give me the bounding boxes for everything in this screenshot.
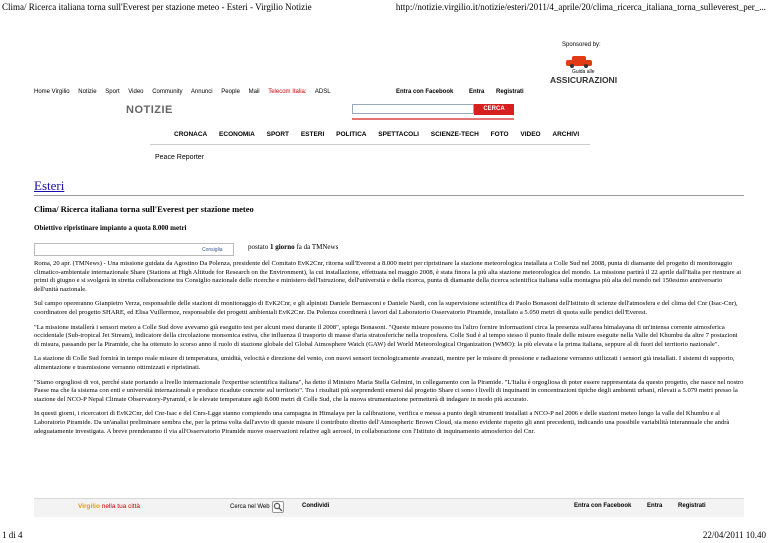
bottom-login[interactable]: Entra xyxy=(647,503,663,509)
share-widget xyxy=(34,243,234,256)
promo-text: ADSL xyxy=(314,89,331,95)
cat-scienze-tech[interactable]: SCIENZE-TECH xyxy=(430,131,479,138)
facebook-login-link[interactable]: Entra con Facebook xyxy=(396,89,454,95)
cat-esteri[interactable]: ESTERI xyxy=(300,131,325,138)
bottom-account-links xyxy=(574,503,706,509)
cat-archivi[interactable]: ARCHIVI xyxy=(552,131,580,138)
cat-economia[interactable]: ECONOMIA xyxy=(219,131,255,138)
cat-spettacoli[interactable]: SPETTACOLI xyxy=(378,131,419,138)
search-input[interactable] xyxy=(352,104,474,114)
nav-mail[interactable]: Mail xyxy=(248,89,260,95)
cat-foto[interactable]: FOTO xyxy=(490,131,509,138)
top-nav xyxy=(34,89,338,95)
section-divider xyxy=(34,195,744,196)
posted-prefix: postato xyxy=(248,243,269,251)
nav-annunci[interactable]: Annunci xyxy=(190,89,213,95)
sponsor-logo[interactable] xyxy=(550,56,618,86)
nav-divider xyxy=(150,144,590,145)
search-underline xyxy=(352,118,514,120)
web-search-label: Cerca nel Web xyxy=(230,504,270,510)
promo-link[interactable] xyxy=(268,89,337,95)
article-paragraph: La stazione di Colle Sud fornirà in tempo reale misure di temperatura, umidità, velocità e direzione del vento, con nuovi sensori tecnologicamente avanzati, mentre per le misure di pressione e radiazione verranno utilizzati i sensori già installati. I sistemi di supporto, alimentazione e trasmissione verranno ottimizzati e ripristinati. xyxy=(34,355,735,371)
nav-home-virgilio[interactable]: Home Virgilio xyxy=(34,89,70,95)
subnav-peace-reporter[interactable]: Peace Reporter xyxy=(155,154,205,161)
cat-sport[interactable]: SPORT xyxy=(266,131,290,138)
print-page-number: 1 di 4 xyxy=(2,530,23,540)
print-header-title: Clima/ Ricerca italiana torna sull'Everest per stazione meteo - Esteri - Virgilio Notizie xyxy=(2,2,312,12)
cat-video[interactable]: VIDEO xyxy=(520,131,541,138)
category-nav xyxy=(174,131,589,138)
nav-notizie[interactable]: Notizie xyxy=(78,89,97,95)
search-icon[interactable] xyxy=(272,501,284,513)
article-paragraph: In questi giorni, i ricercatori di EvK2Cnr, del Cnr-Isac e del Cnrs-Lgge stanno compiendo una campagna in Himalaya per la calibrazione, verifica e messa a punto degli strumenti installati a NCO-P nel 2006 e delle stazioni meteo lungo la valle del Khumbu e al Laboratorio Piramide. Da un'analisi preliminare sembra che, per la prima volta dall'avvio di queste misure il contributo diretto dell'Atmospheric Brown Cloud, sia meno evidente rispetto gli anni precedenti, indicando una possibile variabilità interannuale che andrà adeguatamente investigata. A breve prenderanno il via all'Osservatorio Piramide nuove osservazioni relative agli aerosol, in collaborazione con l'Istituto di inquinamento atmosferico del Cnr. xyxy=(34,410,730,435)
cat-politica[interactable]: POLITICA xyxy=(336,131,367,138)
posted-time: 1 giorno xyxy=(269,243,295,251)
notizie-logo[interactable]: NOTIZIE xyxy=(126,104,173,116)
posted-source: fa da TMNews xyxy=(296,243,339,251)
virgilio-tagline: nella tua città xyxy=(101,503,141,510)
article-paragraph: "Siamo orgogliosi di voi, perché state portando a livello internazionale l'expertise scientifica italiana", ha detto il Ministro Maria Stella Gelmini, in collegamento con la Piramide. "L'Italia è orgogliosa di poter essere rappresentata da questo progetto, che nasce nel nostro Paese ma che fa sistema con enti e università internazionali e produce ricadute concrete sul territorio". Tra i risultati più sorprendenti emersi dal progetto Share ci sono i livelli di inquinanti in concentrazioni tipiche degli ambienti urbani, rilevati a 5.079 metri presso la stazione del NCO-P Nepal Climate Observatory-Pyramid, e le elevate temperature agli 8.000 metri di Colle Sud, che la nuova strumentazione permetterà di indagare in modo più accurato. xyxy=(34,378,744,403)
article-subhead: Obiettivo ripristinare impianto a quota 8.000 metri xyxy=(34,224,187,232)
account-links xyxy=(396,89,524,95)
posted-info xyxy=(248,243,338,251)
nav-community[interactable]: Community xyxy=(152,89,183,95)
article-paragraph: Roma, 20 apr. (TMNews) - Una missione guidata da Agostino Da Polenza, presidente del Comitato EvK2Cnr, ritorna sull'Everest a 8.000 metri per ripristinare la stazione meteorologica installata a Colle Sud nel 2008, punta di diamante del progetto di monitoraggio climatico-ambientale internazionale Share (Stations at High Altitude for Research on the Environment), la cui installazione, effettuata nel maggio 2008, è stata finora la più alta stazione meteorologica del mondo. La missione partirà il 22 aprile dall'Italia per rientrare ai primi di giugno e si svolgerà in stretta collaborazione tra Consiglio nazionale delle ricerche e ministero dell'Istruzione, dell'università e della ricerca, punta di diamante della ricerca scientifica italiana sulla montagna più alta del mondo nel 150esimo anniversario dell'unità nazionale. xyxy=(34,260,742,293)
bottom-register[interactable]: Registrati xyxy=(678,503,706,509)
promo-brand: Telecom Italia: xyxy=(268,89,307,95)
sponsor-logo-line2: ASSICURAZIONI xyxy=(550,75,618,85)
car-icon xyxy=(564,56,594,68)
nav-video[interactable]: Video xyxy=(128,89,144,95)
article-body xyxy=(34,260,744,500)
print-header-url: http://notizie.virgilio.it/notizie/esteri/2011/4_aprile/20/clima_ricerca_italiana_torna_sulleverest_per_... xyxy=(395,2,766,12)
section-title[interactable]: Esteri xyxy=(34,178,65,193)
login-link[interactable]: Entra xyxy=(469,89,485,95)
search-button[interactable]: CERCA xyxy=(474,104,514,115)
share-button[interactable]: Condividi xyxy=(302,503,330,509)
nav-sport[interactable]: Sport xyxy=(105,89,120,95)
virgilio-brand: Virgilio xyxy=(78,503,100,510)
sponsor-label: Sponsored by: xyxy=(562,42,601,48)
nav-people[interactable]: People xyxy=(221,89,240,95)
print-datetime: 22/04/2011 10.40 xyxy=(702,530,766,540)
virgilio-city-link[interactable] xyxy=(78,503,140,510)
register-link[interactable]: Registrati xyxy=(496,89,524,95)
cat-cronaca[interactable]: CRONACA xyxy=(174,131,208,138)
bottom-toolbar xyxy=(34,498,744,517)
consiglia-button[interactable]: Consiglia xyxy=(202,247,223,253)
bottom-facebook-login[interactable]: Entra con Facebook xyxy=(574,503,632,509)
article-headline: Clima/ Ricerca italiana torna sull'Everest per stazione meteo xyxy=(34,204,254,214)
article-paragraph: Sul campo opereranno Gianpietro Verza, responsabile delle stazioni di monitoraggio di EvK2Cnr, e gli alpinisti Daniele Bernasconi e Daniele Nardi, con la supervisione scientifica di Paolo Bonasoni dell'Istituto di scienze dell'atmosfera e del clima del Cnr (Isac-Cnr), coordinatore del progetto SHARE, ed Elisa Vuillermoz, responsabile dei progetti ambientali EvK2Cnr. Da Polenza coordinerà i lavori dal Laboratorio Osservatorio Piramide, installato a 5.050 metri di quota sulle pendici dell'Everest. xyxy=(34,300,738,316)
article-paragraph: "La missione installerà i sensori meteo a Colle Sud dove avevamo già eseguito test per alcuni mesi durante il 2008", spiega Bonasoni. "Queste misure possono tra l'altro fornire informazioni circa la presenza sull'area himalayana di un'intensa corrente atmosferica occidentale (Sub-tropical Jet Stream), indicatore della circolazione monsonica estiva, che influenza il trasporto di masse d'aria stratosferiche nella troposfera. Colle Sud è al tempo stesso il punto finale delle misure eseguite nella Valle del Khumbu da altre 7 postazioni di misura, passando per la Piramide, che ha ottenuto lo scorso anno il ruolo di stazione globale del Global Atmosphere Watch (GAW) del World Meteorological Organization (WMO): la più elevata e la prima italiana, seppure al di fuori del territorio nazionale". xyxy=(34,323,738,348)
sponsor-logo-line1: Guida alle xyxy=(572,69,595,75)
